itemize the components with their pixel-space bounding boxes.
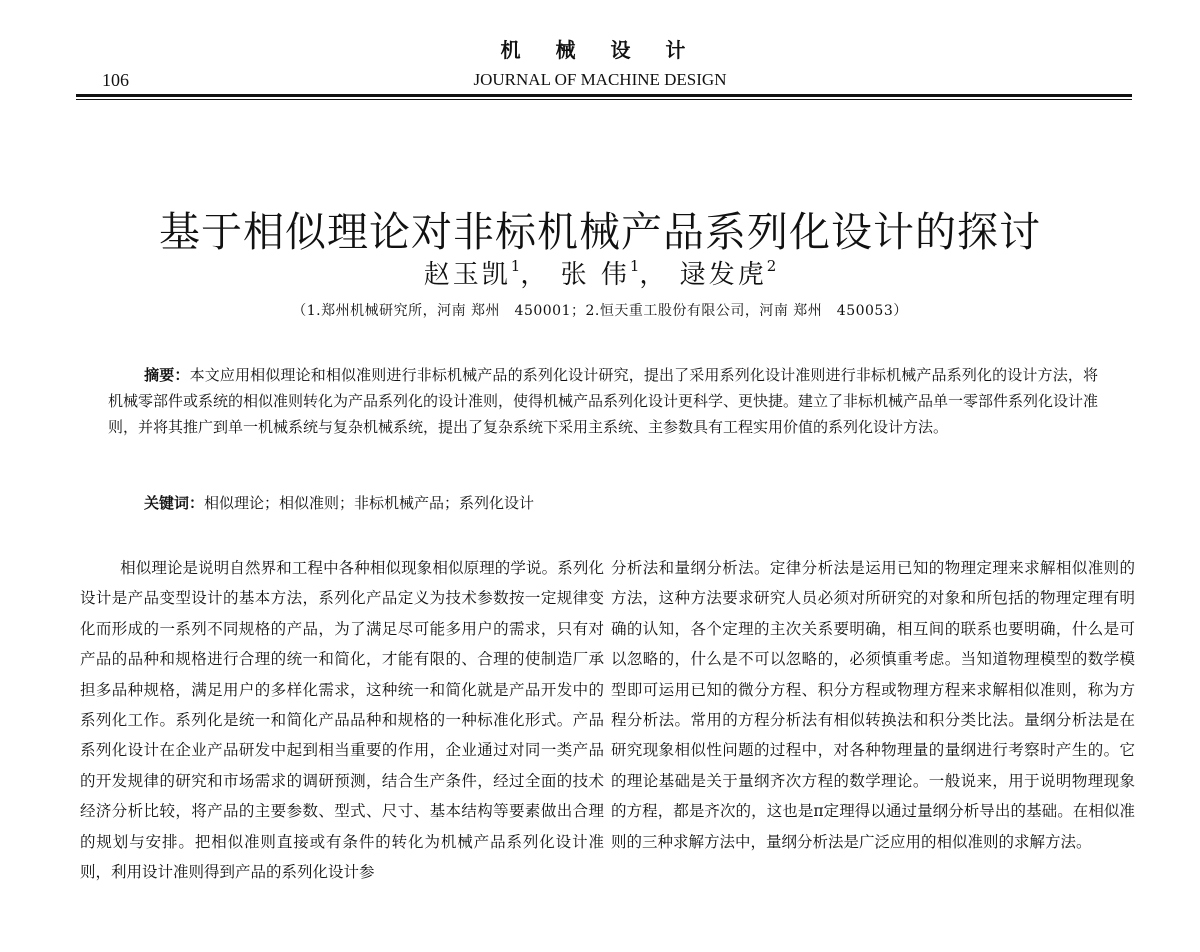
abstract-text: 本文应用相似理论和相似准则进行非标机械产品的系列化设计研究，提出了采用系列化设计准则进行非标机械产品系列化的设计方法，将机械零部件或系统的相似准则转化为产品系列化的设计准则，使得机械产品系列化设计更科学、更快捷。建立了非标机械产品单一零部件系列化设计准则，并将其推广到单一机械系统与复杂机械系统，提出了复杂系统下采用主系统、主参数具有工程实用价值的系列化设计方法。 (108, 366, 1099, 436)
journal-title-cn: 机 械 设 计 (500, 38, 700, 62)
abstract-label: 摘要： (144, 366, 190, 384)
author-list (0, 254, 1200, 291)
author-separator: ， (520, 260, 550, 290)
journal-title-en: JOURNAL OF MACHINE DESIGN (473, 70, 727, 89)
keywords-label: 关键词： (144, 494, 205, 512)
author-affiliation-mark: 1 (510, 257, 521, 275)
body-column-left (80, 553, 604, 887)
body-paragraph: 相似理论是说明自然界和工程中各种相似现象相似原理的学说。系列化设计是产品变型设计的基本方法，系列化产品定义为技术参数按一定规律变化而形成的一系列不同规格的产品，为了满足尽可能多用户的需求，只有对产品的品种和规格进行合理的统一和简化，才能有限的、合理的使制造厂承担多品种规格，满足用户的多样化需求，这种统一和简化就是产品开发中的系列化工作。系列化是统一和简化产品品种和规格的一种标准化形式。产品系列化设计在企业产品研发中起到相当重要的作用，企业通过对同一类产品的开发规律的研究和市场需求的调研预测，结合生产条件，经过全面的技术经济分析比较，将产品的主要参数、型式、尺寸、基本结构等要素做出合理的规划与安排。把相似准则直接或有条件的转化为机械产品系列化设计准则，利用设计准则得到产品的系列化设计参 (80, 559, 604, 882)
header-rule-thin (76, 99, 1132, 100)
author-name: 逯发虎 (679, 260, 767, 290)
affiliation-line: （1.郑州机械研究所，河南 郑州 450001；2.恒天重工股份有限公司，河南 郑州 450053） (292, 303, 908, 319)
abstract (108, 362, 1098, 440)
author-name: 张 伟 (560, 260, 630, 290)
article-title: 基于相似理论对非标机械产品系列化设计的探讨 (159, 208, 1041, 257)
keywords-text: 相似理论；相似准则；非标机械产品；系列化设计 (204, 494, 535, 512)
header-rule-thick (76, 94, 1132, 97)
keywords (144, 490, 1104, 516)
author-affiliation-mark: 2 (766, 257, 777, 275)
body-paragraph: 分析法和量纲分析法。定律分析法是运用已知的物理定理来求解相似准则的方法，这种方法要求研究人员必须对所研究的对象和所包括的物理定理有明确的认知，各个定理的主次关系要明确，相互间的联系也要明确，什么是可以忽略的，什么是不可以忽略的，必须慎重考虑。当知道物理模型的数学模型即可运用已知的微分方程、积分方程或物理方程来求解相似准则，称为方程分析法。常用的方程分析法有相似转换法和积分类比法。量纲分析法是在研究现象相似性问题的过程中，对各种物理量的量纲进行考察时产生的。它的理论基础是关于量纲齐次方程的数学理论。一般说来，用于说明物理现象的方程，都是齐次的，这也是π定理得以通过量纲分析导出的基础。在相似准则的三种求解方法中，量纲分析法是广泛应用的相似准则的求解方法。 (611, 559, 1135, 851)
page-number: 106 (102, 70, 129, 90)
author-name: 赵玉凯 (423, 260, 511, 290)
author-separator: ， (639, 260, 669, 290)
body-column-right (611, 553, 1135, 857)
author-affiliation-mark: 1 (629, 257, 640, 275)
